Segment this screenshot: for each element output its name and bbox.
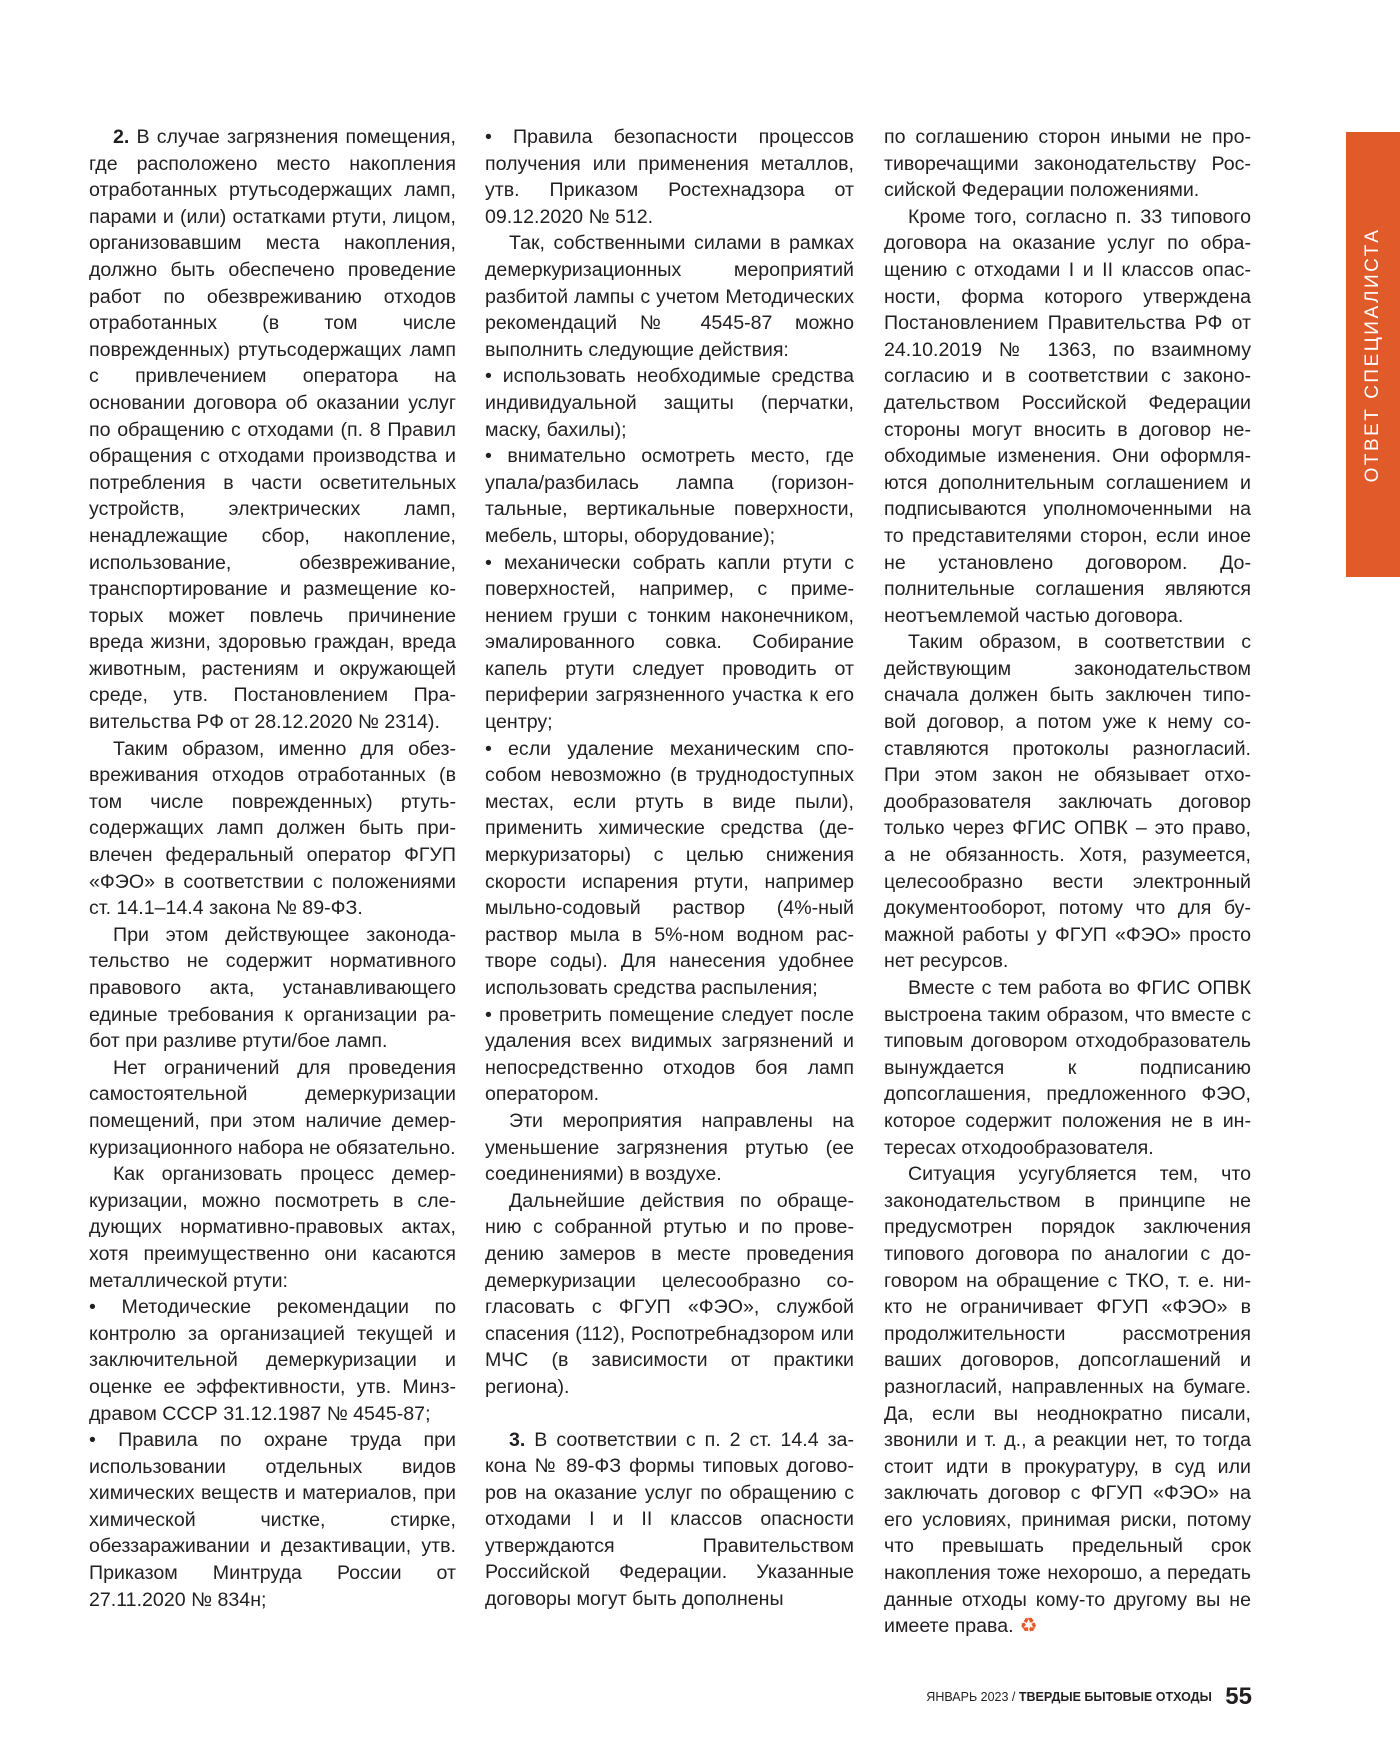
paragraph: Таким образом, именно для обезвреживания отходов отработанных (в том числе поврежденных) ртутьсодержащих ламп должен быть привлечен федеральный оператор ФГУП «ФЭО» в соответствии с положениями ст. 14.1–14.4 закона № 89-ФЗ. xyxy=(89,737,456,920)
bullet-item: • Правила по охране труда при использовании отдельных видов химических веществ и материалов, при химической чистке, стирке, обеззараживании и дезактивации, утв. Приказом Минтруда России от 27.11.2020 № 834н; xyxy=(89,1429,456,1611)
section-number: 2. xyxy=(113,126,130,148)
paragraph: Эти мероприятия направлены на уменьшение загрязнения ртутью (ее соединениями) в воздухе. xyxy=(485,1109,854,1186)
paragraph: по соглашению сторон иными не противоречащими законодательству Российской Федерации положениями. xyxy=(884,126,1251,202)
paragraph: Нет ограничений для проведения самостоятельной демеркуризации помещений, при этом наличие демеркуризационного набора не обязательно. xyxy=(89,1056,456,1159)
paragraph-text: В случае загрязнения помещения, где расположено место накопления отработанных ртутьсодержащих ламп, парами и (или) остатками ртути, лицом, организовавшим места накопления, должно быть обеспечено проведение работ по обезвреживанию отходов отработанных (в том числе поврежденных) ртутьсодержащих ламп с привлечением оператора на основании договора об оказании услуг по обращению с отходами (п. 8 Правил обращения с отходами производства и потребления в части осветительных устройств, электрических ламп, ненадлежащие сбор, накопление, использование, обезвреживание, транспортирование и размещение которых может повлечь причинение вреда жизни, здоровью граждан, вреда животным, растениям и окружающей среде, утв. Постановлением Правительства РФ от 28.12.2020 № 2314). xyxy=(89,126,456,734)
section-tab xyxy=(1346,132,1400,577)
article-column-1 xyxy=(89,124,456,1613)
bullet-item: • внимательно осмотреть место, где упала/разбилась лампа (горизонтальные, вертикальные поверхности, мебель, шторы, оборудование); xyxy=(485,445,854,547)
paragraph xyxy=(89,124,456,736)
bullet-item: • Методические рекомендации по контролю за организацией текущей и заключительной демеркуризации и оценке ее эффективности, утв. Минздравом СССР 31.12.1987 № 4545-87; xyxy=(89,1296,456,1425)
bullet-item: • если удаление механическим способом невозможно (в труднодоступных местах, если ртуть в виде пыли), применить химические средства (демеркуризаторы) с целью снижения скорости испарения ртути, например мыльно-содовый раствор (4%-ный раствор мыла в 5%-ном водном растворе соды). Для нанесения удобнее использовать средства распыления; xyxy=(485,737,854,999)
article-column-2 xyxy=(485,124,854,1613)
paragraph-text: В соответствии с п. 2 ст. 14.4 закона № 89-ФЗ формы типовых договоров на оказание услуг по обращению с отходами I и II классов опасности утверждаются Правительством Российской Федерации. Указанные договоры могут быть дополнены xyxy=(485,1428,854,1611)
paragraph: Дальнейшие действия по обращению с собранной ртутью и по проведению замеров в месте проведения демеркуризации целесообразно согласовать с ФГУП «ФЭО», службой спасения (112), Роспотребнадзором или МЧС (в зависимости от практики региона). xyxy=(485,1189,854,1398)
paragraph: Таким образом, в соответствии с действующим законодательством сначала должен быть заключен типовой договор, а потом уже к нему составляются протоколы разногласий. При этом закон не обязывает отходообразователя заключать договор только через ФГИС ОПВК – это право, а не обязанность. Хотя, разумеется, целесообразно вести электронный документооборот, потому что для бумажной работы у ФГУП «ФЭО» просто нет ресурсов. xyxy=(884,631,1251,973)
magazine-title: ТВЕРДЫЕ БЫТОВЫЕ ОТХОДЫ xyxy=(1018,1690,1212,1704)
paragraph: Кроме того, согласно п. 33 типового договора на оказание услуг по обращению с отходами I и II классов опасности, форма которого утверждена Постановлением Правительства РФ от 24.10.2019 № 1363, по взаимному согласию и в соответствии с законодательством Российской Федерации стороны могут вносить в договор необходимые изменения. Они оформляются дополнительным соглашением и подписываются уполномоченными на то представителями сторон, если иное не установлено договором. Дополнительные соглашения являются неотъемлемой частью договора. xyxy=(884,205,1251,627)
page-number: 55 xyxy=(1225,1683,1252,1710)
section-number: 3. xyxy=(509,1428,526,1451)
section-tab-label: ОТВЕТ СПЕЦИАЛИСТА xyxy=(1362,227,1383,482)
bullet-item: • механически собрать капли ртути с поверхностей, например, с применением груши с тонким наконечником, эмалированного совка. Собирание капель ртути следует проводить от периферии загрязненного участка к его центру; xyxy=(485,551,854,734)
article-column-3 xyxy=(884,124,1251,1640)
paragraph: Так, собственными силами в рамках демеркуризационных мероприятий разбитой лампы с учетом Методических рекомендаций № 4545-87 можно выполнить следующие действия: xyxy=(485,232,854,361)
recycle-icon: ♻ xyxy=(1019,1615,1038,1638)
paragraph xyxy=(485,1427,854,1613)
paragraph: Вместе с тем работа во ФГИС ОПВК выстроена таким образом, что вместе с типовым договором отходобразователь вынуждается к подписанию допсоглашения, предложенного ФЭО, которое содержит положения не в интересах отходообразователя. xyxy=(884,977,1251,1159)
paragraph-text: Ситуация усугубляется тем, что законодательством в принципе не предусмотрен порядок заключения типового договора по аналогии с договором на обращение с ТКО, т. е. никто не ограничивает ФГУП «ФЭО» в продолжительности рассмотрения ваших договоров, допсоглашений и разногласий, направленных на бумаге. Да, если вы неоднократно писали, звонили и т. д., а реакции нет, то тогда стоит идти в прокуратуру, в суд или заключать договор с ФГУП «ФЭО» на его условиях, принимая риски, потому что превышать предельный срок накопления тоже нехорошо, а передать данные отходы кому-то другому вы не имеете права. xyxy=(884,1163,1251,1638)
paragraph: При этом действующее законодательство не содержит нормативного правового акта, устанавливающего единые требования к организации работ при разливе ртути/бое ламп. xyxy=(89,923,456,1053)
page-footer xyxy=(926,1683,1252,1711)
issue-date: ЯНВАРЬ 2023 xyxy=(926,1690,1009,1704)
bullet-item: • использовать необходимые средства индивидуальной защиты (перчатки, маску, бахилы); xyxy=(485,365,854,441)
paragraph xyxy=(884,1161,1251,1640)
bullet-item: • проветрить помещение следует после удаления всех видимых загрязнений и непосредственно отходов боя ламп оператором. xyxy=(485,1003,854,1106)
bullet-item: • Правила безопасности процессов получения или применения металлов, утв. Приказом Ростехнадзора от 09.12.2020 № 512. xyxy=(485,126,854,228)
paragraph: Как организовать процесс демеркуризации, можно посмотреть в следующих нормативно-правовых актах, хотя преимущественно они касаются металлической ртути: xyxy=(89,1163,456,1292)
footer-separator: / xyxy=(1011,1690,1016,1704)
